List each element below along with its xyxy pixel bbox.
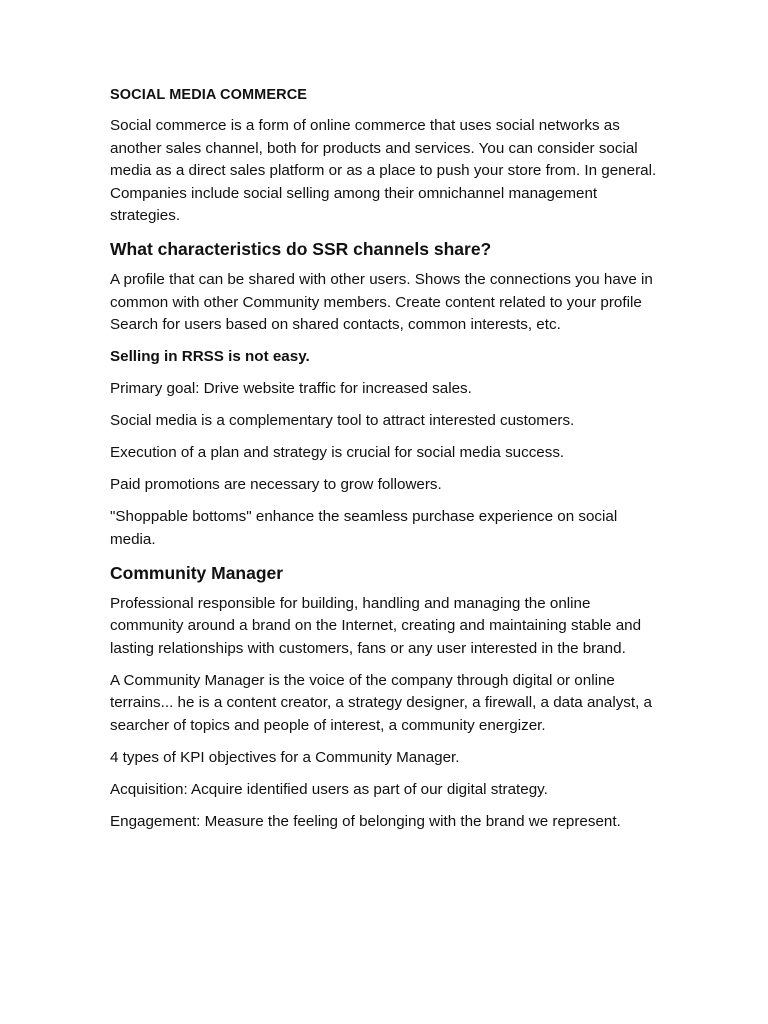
kpi-objectives-intro: 4 types of KPI objectives for a Community Manager. (110, 748, 460, 766)
point-primary-goal: Primary goal: Drive website traffic for increased sales. (110, 380, 472, 397)
community-manager-definition: Professional responsible for building, handling and managing the online community around a brand on the Internet, creating and maintaining stable and lasting relationships with customers, fans or any user interested in the brand. (110, 594, 642, 657)
kpi-engagement: Engagement: Measure the feeling of belonging with the brand we represent. (110, 812, 621, 830)
document-title: SOCIAL MEDIA COMMERCE (110, 87, 308, 103)
selling-rrss-subheading: Selling in RRSS is not easy. (110, 348, 310, 365)
document-page (110, 84, 666, 843)
intro-paragraph: Social commerce is a form of online commerce that uses social networks as another sales channel, both for products and services. You can consider social media as a direct sales platform or as a place to push your store from. In general. Companies include social selling among their omnichannel management strategies. (110, 117, 657, 224)
section-heading-ssr-characteristics: What characteristics do SSR channels share? (110, 239, 492, 259)
section-heading-community-manager: Community Manager (110, 562, 284, 583)
point-paid-promotions: Paid promotions are necessary to grow followers. (110, 476, 442, 493)
point-shoppable-bottoms: "Shoppable bottoms" enhance the seamless purchase experience on social media. (110, 508, 618, 548)
kpi-acquisition: Acquisition: Acquire identified users as part of our digital strategy. (110, 780, 548, 798)
community-manager-role: A Community Manager is the voice of the company through digital or online terrains... he is a content creator, a strategy designer, a firewall, a data analyst, a searcher of topics and people of interest, a community energizer. (110, 671, 652, 734)
point-execution-plan: Execution of a plan and strategy is crucial for social media success. (110, 444, 565, 461)
ssr-characteristics-paragraph: A profile that can be shared with other users. Shows the connections you have in common with other Community members. Create content related to your profile Search for users based on shared contacts, common interests, etc. (110, 271, 653, 333)
point-complementary-tool: Social media is a complementary tool to attract interested customers. (110, 412, 575, 429)
